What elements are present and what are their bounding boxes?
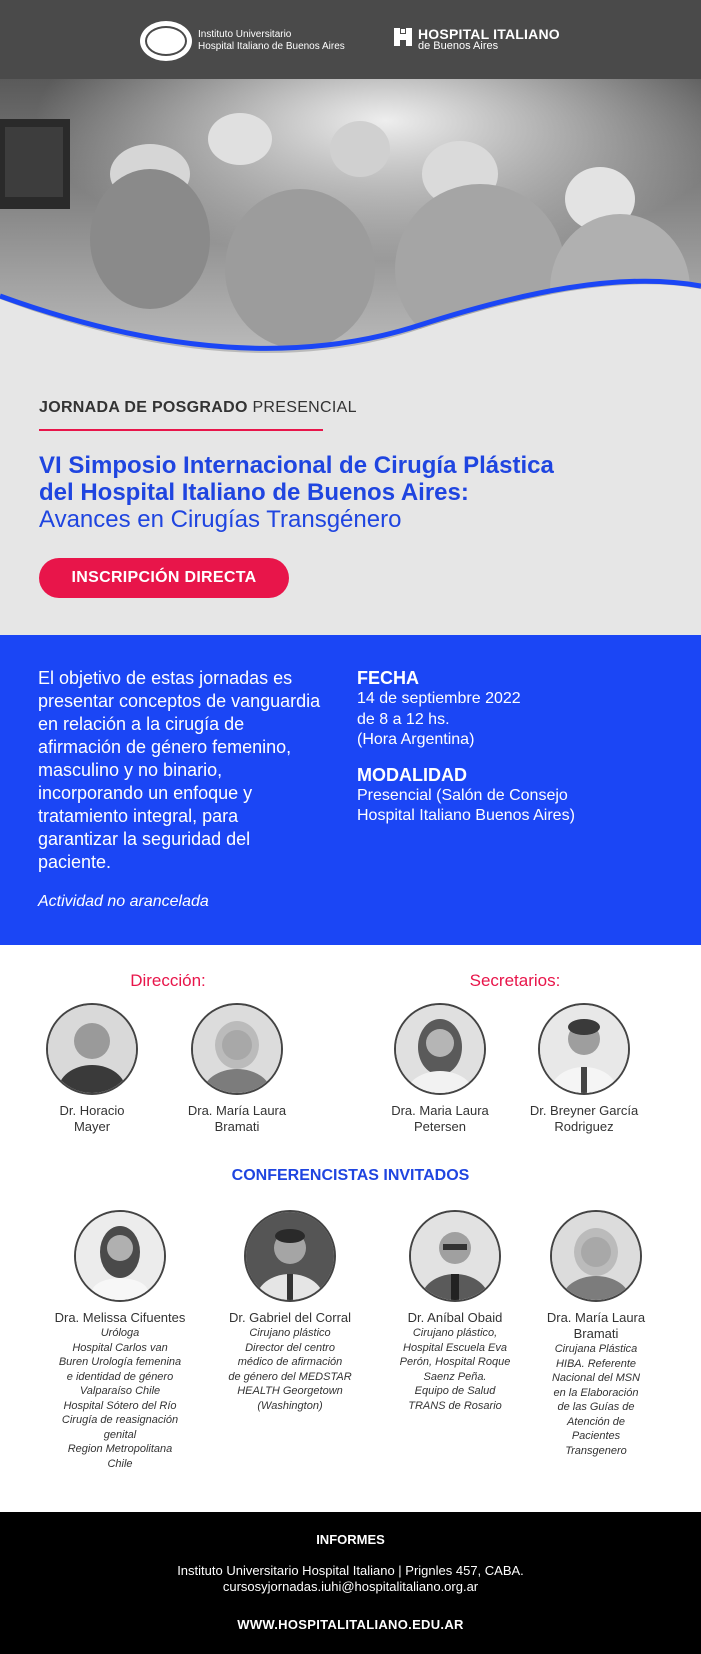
footer-address: Instituto Universitario Hospital Italiano | Prignles 457, CABA. (177, 1563, 524, 1578)
modalidad-label: MODALIDAD (357, 764, 467, 785)
footer-heading: INFORMES (316, 1532, 385, 1547)
hospital-cross-icon (394, 28, 412, 46)
person-name: Petersen (413, 1119, 467, 1134)
person-name: Mayer (73, 1119, 111, 1134)
speaker-name: Dra. Melissa Cifuentes (54, 1310, 186, 1325)
person-name: Dra. Maria Laura (391, 1103, 489, 1118)
person-card (524, 1003, 644, 1135)
avatar (550, 1210, 642, 1302)
footer-email[interactable]: cursosyjornadas.iuhi@hospitalitaliano.org.ar (222, 1579, 479, 1594)
speaker-name: Dr. Gabriel del Corral (228, 1310, 352, 1325)
speaker-card (210, 1210, 370, 1413)
logo2-line2: de Buenos Aires (418, 40, 499, 52)
header-bar (0, 0, 701, 79)
direccion-heading: Dirección: (130, 971, 206, 990)
footer-website-link[interactable]: WWW.HOSPITALITALIANO.EDU.AR (237, 1617, 464, 1632)
event-kicker (39, 399, 357, 417)
footer (0, 1512, 701, 1654)
speaker-name: Dra. María Laura (546, 1310, 646, 1325)
fecha-date: 14 de septiembre 2022 (357, 690, 521, 707)
avatar (74, 1210, 166, 1302)
speaker-card (40, 1210, 200, 1471)
register-button[interactable]: INSCRIPCIÓN DIRECTA (39, 558, 289, 598)
objective-text: El objetivo de estas jornadas es presentar conceptos de vanguardia en relación a la cirugía de afirmación de género femenino, masculino y no binario, incorporando un enfoque y tratamiento integral, para garantizar la seguridad del paciente. (38, 668, 321, 872)
avatar (46, 1003, 138, 1095)
divider (39, 429, 323, 431)
speaker-name: Bramati (573, 1326, 619, 1341)
modalidad-line1: Presencial (Salón de Consejo (357, 786, 568, 804)
event-title (39, 452, 679, 533)
person-name: Bramati (214, 1119, 260, 1134)
logo1-line2: Hospital Italiano de Buenos Aires (198, 41, 345, 52)
logo2-line1: HOSPITAL ITALIANO (418, 26, 560, 42)
speaker-desc: Cirujano plástico Director del centro médico de afirmación de género del MEDSTAR HEALTH Georgetown (Washington) (228, 1327, 352, 1412)
fecha-time: de 8 a 12 hs. (357, 710, 450, 728)
fecha-timezone: (Hora Argentina) (357, 731, 475, 748)
avatar (244, 1210, 336, 1302)
details-section (0, 635, 701, 945)
intro-section (0, 359, 701, 635)
avatar (394, 1003, 486, 1095)
person-card (380, 1003, 500, 1135)
event-subtitle: Avances en Cirugías Transgénero (39, 506, 402, 533)
speaker-desc: Cirujana Plástica HIBA. Referente Nacional del MSN en la Elaboración de las Guías de Atención de Pacientes Transgenero (551, 1343, 641, 1457)
footer-contact (0, 1563, 701, 1595)
speaker-name: Dr. Aníbal Obaid (407, 1310, 503, 1325)
person-name: Dra. María Laura (187, 1103, 287, 1118)
kicker-rest: PRESENCIAL (252, 399, 357, 416)
fecha-label: FECHA (357, 668, 419, 688)
logo1-line1: Instituto Universitario (198, 29, 292, 40)
speaker-card (530, 1210, 662, 1458)
avatar (409, 1210, 501, 1302)
seal-icon (140, 21, 192, 61)
person-name: Dr. Breyner García (529, 1103, 639, 1118)
modalidad-line2: Hospital Italiano Buenos Aires) (357, 807, 575, 824)
event-info (357, 667, 677, 827)
person-name: Rodriguez (554, 1119, 614, 1134)
speaker-desc: Cirujano plástico, Hospital Escuela Eva Perón, Hospital Roque Saenz Peña. Equipo de Salud TRANS de Rosario (399, 1327, 511, 1412)
title-line2: del Hospital Italiano de Buenos Aires: (39, 479, 469, 506)
kicker-bold: JORNADA DE POSGRADO (39, 399, 248, 416)
avatar (538, 1003, 630, 1095)
speaker-desc: Uróloga Hospital Carlos van Buren Urología femenina e identidad de género Valparaíso Chile Hospital Sótero del Río Cirugía de reasignación genital Region Metropolitana Chile (58, 1327, 182, 1470)
instituto-logo[interactable] (140, 21, 345, 61)
secretarios-heading: Secretarios: (469, 971, 561, 990)
speaker-card (380, 1210, 530, 1413)
avatar (191, 1003, 283, 1095)
free-note: Actividad no arancelada (38, 893, 209, 910)
title-line1: VI Simposio Internacional de Cirugía Plástica (39, 452, 554, 479)
conferencistas-heading: CONFERENCISTAS INVITADOS (231, 1167, 470, 1184)
hero-surgery-photo (0, 79, 701, 359)
hospital-logo[interactable] (394, 27, 560, 52)
person-name: Dr. Horacio (59, 1103, 125, 1118)
person-card (177, 1003, 297, 1135)
person-card (32, 1003, 152, 1135)
